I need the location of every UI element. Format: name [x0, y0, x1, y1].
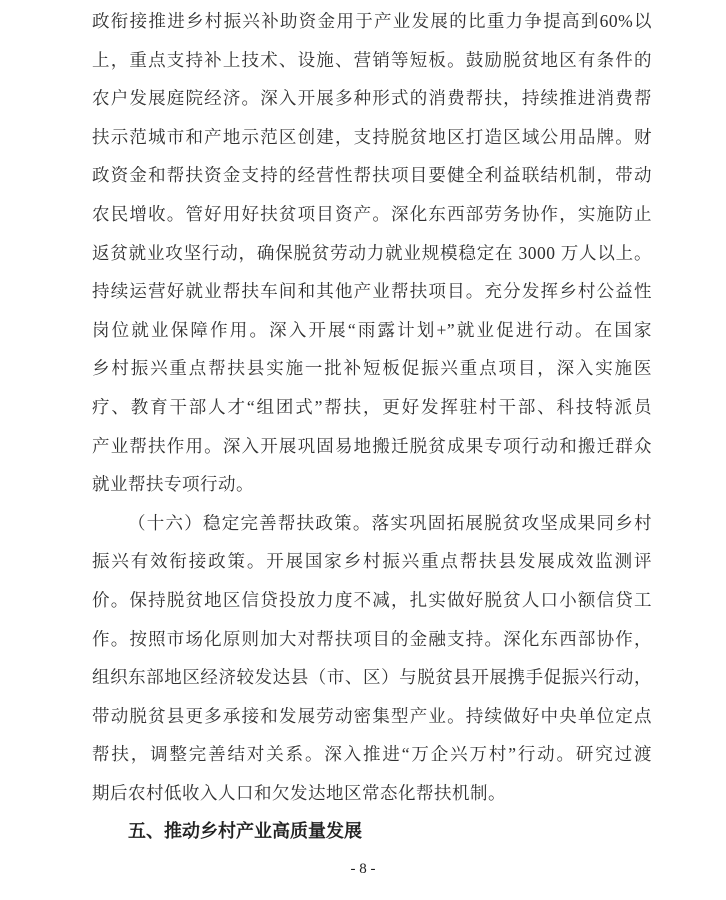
body-text-line: 政衔接推进乡村振兴补助资金用于产业发展的比重力争提高到60%以: [92, 11, 652, 31]
body-text-line: 返贫就业攻坚行动，确保脱贫劳动力就业规模稳定在 3000 万人以上。: [92, 242, 652, 263]
body-text-line: 振兴有效衔接政策。开展国家乡村振兴重点帮扶县发展成效监测评: [92, 551, 652, 572]
body-text-line: 扶示范城市和产地示范区创建，支持脱贫地区打造区域公用品牌。财: [92, 126, 652, 147]
body-text-line: 岗位就业保障作用。深入开展“雨露计划+”就业促进行动。在国家: [92, 319, 652, 340]
body-text-line: 疗、教育干部人才“组团式”帮扶，更好发挥驻村干部、科技特派员: [92, 396, 652, 417]
body-text-line: 上，重点支持补上技术、设施、营销等短板。鼓励脱贫地区有条件的: [92, 49, 652, 70]
body-text-line: （十六）稳定完善帮扶政策。落实巩固拓展脱贫攻坚成果同乡村: [128, 512, 652, 533]
page-number: - 8 -: [350, 861, 376, 877]
body-text-line: 就业帮扶专项行动。: [92, 474, 254, 495]
section-heading: 五、推动乡村产业高质量发展: [128, 821, 362, 842]
body-text-line: 带动脱贫县更多承接和发展劳动密集型产业。持续做好中央单位定点: [92, 705, 652, 726]
document-body: [92, 2, 652, 851]
body-text-line: 产业帮扶作用。深入开展巩固易地搬迁脱贫成果专项行动和搬迁群众: [92, 435, 652, 456]
body-text-line: 农户发展庭院经济。深入开展多种形式的消费帮扶，持续推进消费帮: [92, 88, 652, 109]
body-text-line: 持续运营好就业帮扶车间和其他产业帮扶项目。充分发挥乡村公益性: [92, 281, 652, 302]
body-text-line: 作。按照市场化原则加大对帮扶项目的金融支持。深化东西部协作，: [92, 628, 652, 649]
body-text-line: 政资金和帮扶资金支持的经营性帮扶项目要健全利益联结机制，带动: [92, 165, 652, 186]
body-text-line: 价。保持脱贫地区信贷投放力度不减，扎实做好脱贫人口小额信贷工: [92, 589, 652, 610]
body-text-line: 组织东部地区经济较发达县（市、区）与脱贫县开展携手促振兴行动，: [92, 667, 652, 688]
body-text-line: 乡村振兴重点帮扶县实施一批补短板促振兴重点项目，深入实施医: [92, 358, 652, 379]
body-text-line: 帮扶，调整完善结对关系。深入推进“万企兴万村”行动。研究过渡: [92, 744, 652, 765]
body-text-line: 期后农村低收入人口和欠发达地区常态化帮扶机制。: [92, 782, 506, 803]
body-text-line: 农民增收。管好用好扶贫项目资产。深化东西部劳务协作，实施防止: [92, 203, 652, 224]
